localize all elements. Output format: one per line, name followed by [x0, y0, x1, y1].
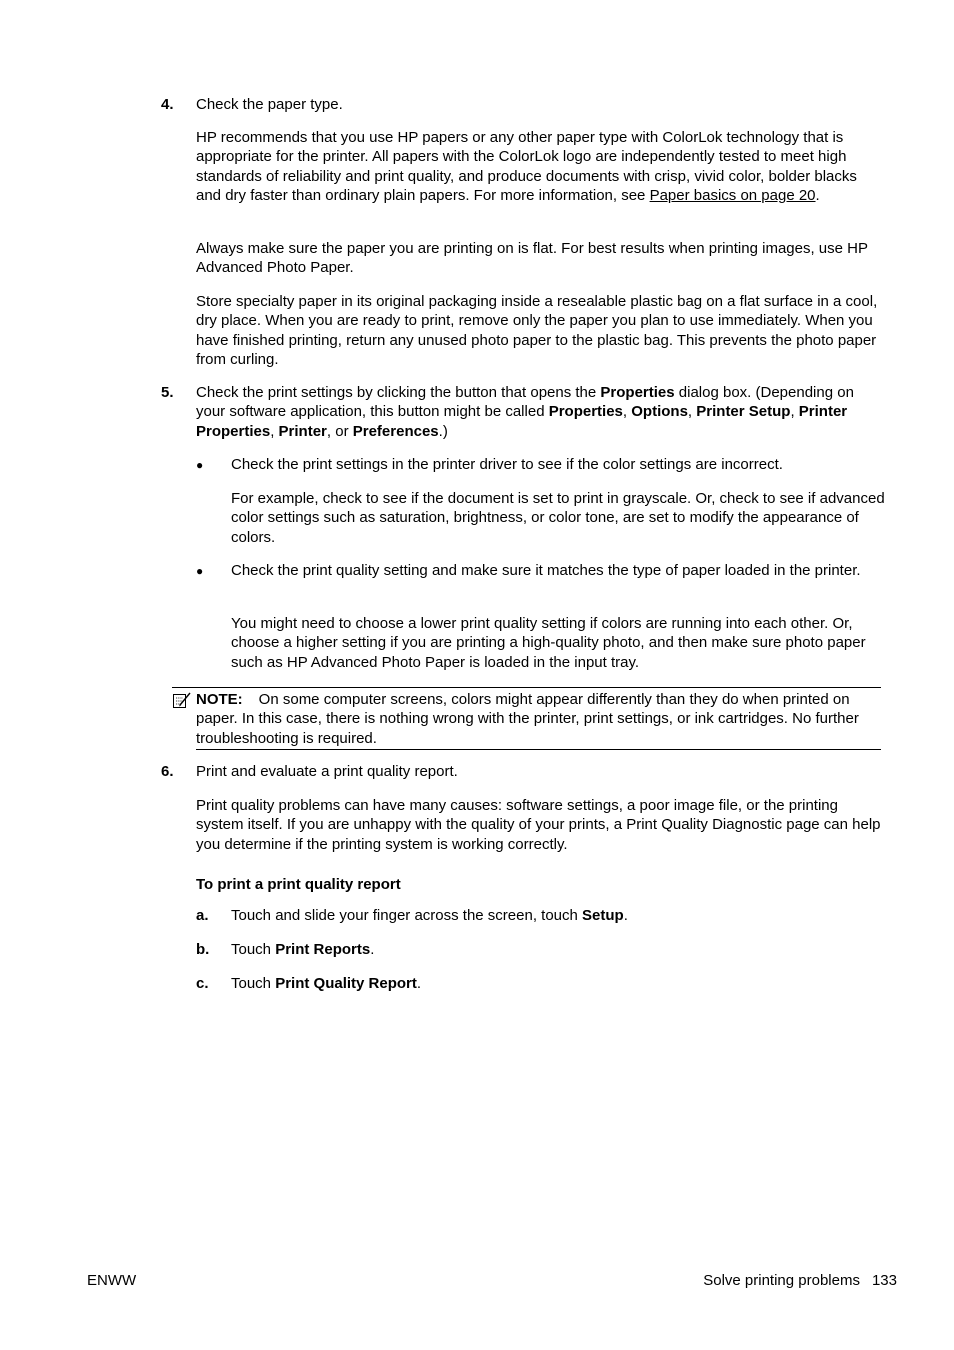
- ui-term: Printer: [278, 422, 327, 440]
- step-number: 6.: [161, 763, 174, 780]
- text: Touch: [231, 975, 276, 992]
- ui-term: Print Quality Report: [275, 975, 417, 992]
- ui-term: Printer Properties: [196, 403, 848, 440]
- note-body: On some computer screens, colors might appear differently than they do when printed on paper. In this case, there is nothing wrong with the printer, print settings, or ink cartridges. No further troubleshooting is required.: [196, 691, 859, 747]
- note-top-rule: [172, 687, 881, 688]
- paragraph: Always make sure the paper you are printing on is flat. For best results when printing images, use HP Advanced Photo Paper.: [196, 240, 868, 277]
- bullet-marker: ●: [196, 458, 204, 472]
- paragraph-text: HP recommends that you use HP papers or any other paper type with ColorLok technology that is appropriate for the printer. All papers with the ColorLok logo are independently tested to meet high standards of reliability and print quality, and produce documents with crisp, vivid color, bolder blacks and dry faster than ordinary plain papers. For more information, see: [196, 129, 857, 204]
- text: ,: [270, 422, 279, 440]
- footer-left: ENWW: [87, 1272, 137, 1289]
- note-text: [196, 690, 884, 748]
- note-label: NOTE:: [196, 691, 243, 708]
- paper-basics-link[interactable]: Paper basics on page 20: [649, 186, 816, 204]
- text: , or: [326, 422, 353, 440]
- text: dialog box. (Depending on your software application, this button might be called: [196, 384, 854, 421]
- text: ,: [622, 403, 632, 421]
- footer-right: [703, 1271, 897, 1290]
- text: Touch: [231, 941, 276, 958]
- substep-letter: c.: [196, 975, 209, 992]
- text: .: [370, 941, 375, 958]
- ui-term: Properties: [600, 384, 675, 401]
- bullet-marker: ●: [196, 564, 204, 578]
- footer-section: Solve printing problems: [703, 1272, 860, 1289]
- substep-text: [231, 906, 886, 925]
- text: .: [623, 907, 628, 924]
- paragraph-text: .: [815, 186, 820, 204]
- bullet-text: Check the print quality setting and make sure it matches the type of paper loaded in the printer.: [231, 562, 861, 579]
- substep-letter: a.: [196, 907, 209, 924]
- page-number: 133: [871, 1272, 897, 1289]
- text: ,: [687, 403, 697, 421]
- paragraph: Store specialty paper in its original packaging inside a resealable plastic bag on a flat surface in a cool, dry place. When you are ready to print, remove only the paper you plan to use immediately. When you have finished printing, return any unused photo paper to the plastic bag. This prevents the photo paper from curling.: [196, 293, 878, 368]
- step-title: Print and evaluate a print quality report.: [196, 763, 458, 780]
- ui-term: Print Reports: [275, 941, 371, 958]
- substep-text: [231, 940, 886, 959]
- bullet-detail: You might need to choose a lower print quality setting if colors are running into each other. Or, choose a higher setting if you are printing a high-quality photo, and then make sure photo paper such as HP Advanced Photo Paper is loaded in the input tray.: [231, 615, 866, 671]
- ui-term: Properties: [548, 403, 623, 421]
- text: .): [438, 422, 448, 440]
- note-bottom-rule: [196, 749, 881, 750]
- text: Check the print settings by clicking the button that opens the: [196, 384, 601, 401]
- procedure-heading: To print a print quality report: [196, 876, 401, 893]
- step-number: 4.: [161, 96, 174, 113]
- ui-term: Options: [631, 403, 688, 421]
- substep-letter: b.: [196, 941, 210, 958]
- text: Touch and slide your finger across the screen, touch: [231, 907, 583, 924]
- ui-term: Setup: [582, 907, 624, 924]
- ui-term: Printer Setup: [696, 403, 791, 421]
- step-title: Check the paper type.: [196, 96, 343, 113]
- substep-text: [231, 974, 886, 993]
- ui-term: Preferences: [352, 422, 439, 440]
- text: .: [416, 975, 422, 992]
- paragraph: [196, 128, 886, 205]
- note-icon: [172, 691, 192, 709]
- step-number: 5.: [161, 384, 174, 401]
- bullet-detail: For example, check to see if the document is set to print in grayscale. Or, check to see if advanced color settings such as saturation, brightness, or color tone, are set to modify the appearance of colors.: [231, 490, 885, 546]
- step-text: [196, 383, 886, 441]
- text: ,: [790, 403, 799, 421]
- paragraph: Print quality problems can have many causes: software settings, a poor image file, or the printing system itself. If you are unhappy with the quality of your prints, a Print Quality Diagnostic page can help you determine if the printing system is working correctly.: [196, 797, 881, 853]
- bullet-text: Check the print settings in the printer driver to see if the color settings are incorrect.: [231, 456, 783, 473]
